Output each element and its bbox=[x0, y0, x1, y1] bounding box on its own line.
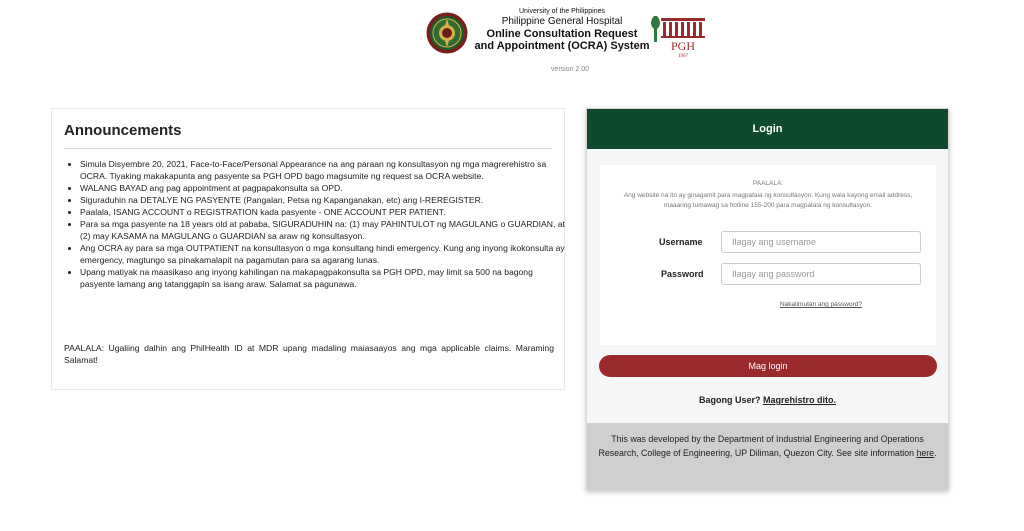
announcement-item: • Ang OCRA ay para sa mga OUTPATIENT na konsultasyon o mga konsultang hindi emergency. Kung ang inyong ikokonsulta ay emergency, magtungo sa pinakamalapit na pagamutan para sa agarang lunas. bbox=[80, 242, 570, 266]
university-name: University of the Philippines bbox=[519, 8, 605, 15]
login-card bbox=[586, 108, 949, 490]
announcements-card bbox=[51, 108, 565, 390]
system-title-line1: Online Consultation Request bbox=[486, 27, 638, 40]
login-footer bbox=[587, 423, 948, 490]
paalala-text: Ang website na ito ay ginagamit para magpatala ng konsultasyon. Kung wala kayong email address, maaaring tumawag sa hotline 155-200 para magpatala ng konsultasyon. bbox=[623, 192, 913, 209]
header-title-block bbox=[472, 8, 652, 53]
password-label: Password bbox=[661, 269, 704, 279]
forgot-password-link[interactable]: Nakalimutan ang password? bbox=[779, 301, 863, 308]
system-title-line2: and Appointment (OCRA) System bbox=[474, 40, 650, 53]
announcements-divider bbox=[64, 148, 552, 149]
login-button[interactable]: Mag login bbox=[599, 355, 937, 377]
hospital-name: Philippine General Hospital bbox=[501, 16, 623, 28]
password-input[interactable] bbox=[721, 263, 921, 285]
pgh-logo-text: PGH bbox=[670, 39, 696, 53]
footer-text: This was developed by the Department of Industrial Engineering and Operations Research, College of Engineering, UP Diliman, Quezon City. See site information bbox=[598, 434, 924, 458]
up-seal-icon bbox=[426, 12, 468, 54]
announcement-item: • Simula Disyembre 20, 2021, Face-to-Face/Personal Appearance na ang paraan ng konsultasyon ng mga magrerehistro sa OCRA. Tiyaking makakapunta ang pasyente sa PGH OPD bago magsumite ng request sa OCRA website. bbox=[80, 158, 570, 182]
username-input[interactable] bbox=[721, 231, 921, 253]
footer-end: . bbox=[934, 448, 937, 458]
announcement-item: • WALANG BAYAD ang pag appointment at pagpapakonsulta sa OPD. bbox=[80, 182, 570, 194]
site-info-link[interactable]: here bbox=[916, 448, 935, 458]
announcements-note: PAALALA: Ugaliing dalhin ang PhilHealth ID at MDR upang madaling maiasaayos ang mga applicable claims. Maraming Salamat! bbox=[64, 343, 554, 365]
announcement-item: • Siguraduhin na DETALYE NG PASYENTE (Pangalan, Petsa ng Kapanganakan, etc) ang I-REREGISTER. bbox=[80, 194, 570, 206]
announcements-title: Announcements bbox=[64, 122, 182, 139]
announcement-item: • Paalala, ISANG ACCOUNT o REGISTRATION kada pasyente - ONE ACCOUNT PER PATIENT. bbox=[80, 206, 570, 218]
login-form bbox=[600, 165, 936, 345]
pgh-logo-year: 1907 bbox=[678, 54, 688, 58]
pgh-logo-icon bbox=[648, 12, 706, 58]
paalala-label: PAALALA: bbox=[752, 180, 784, 187]
announcement-item: • Para sa mga pasyente na 18 years old at pababa, SIGURADUHIN na: (1) may PAHINTULOT ng MAGULANG o GUARDIAN, at (2) may KASAMA na MAGULANG o GUARDIAN sa araw ng konsultasyon. bbox=[80, 218, 570, 242]
register-link[interactable]: Magrehistro dito. bbox=[763, 395, 837, 405]
page-header bbox=[0, 0, 1024, 80]
version-label: version 2.00 bbox=[550, 66, 590, 73]
announcement-item: • Upang matiyak na maasikaso ang inyong kahilingan na makapagpakonsulta sa PGH OPD, may limit sa 500 na bagong pasyente lamang ang tatanggapin sa isang araw. Salamat sa pagunawa. bbox=[80, 266, 570, 290]
login-title: Login bbox=[587, 109, 948, 149]
new-user-prefix: Bagong User? bbox=[698, 395, 761, 405]
username-label: Username bbox=[659, 237, 703, 247]
new-user-row bbox=[587, 395, 948, 405]
announcements-list bbox=[64, 158, 570, 290]
footer-text-block bbox=[597, 432, 938, 460]
